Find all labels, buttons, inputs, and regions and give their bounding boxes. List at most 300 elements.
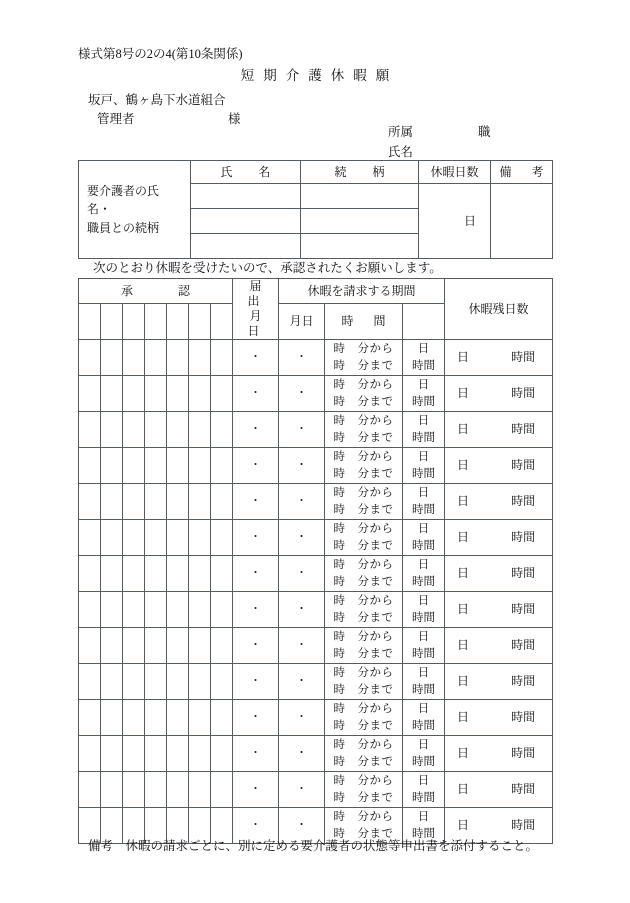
remaining-days: 日 xyxy=(457,637,470,652)
remaining-leave-wrapper xyxy=(445,565,565,582)
cell-approval-stamp[interactable] xyxy=(123,772,145,808)
table-row xyxy=(79,520,553,556)
cell-approval-stamp[interactable] xyxy=(79,520,101,556)
cell-approval-stamp[interactable] xyxy=(189,484,211,520)
column-header-period-date: 月日 xyxy=(279,304,325,340)
table-row xyxy=(79,340,553,376)
cell-period-total[interactable] xyxy=(403,340,445,376)
cell-submission-date[interactable]: ・ xyxy=(233,664,279,700)
cell-approval-stamp[interactable] xyxy=(123,520,145,556)
column-header-approval: 承 認 xyxy=(79,279,233,304)
cell-remaining-leave[interactable] xyxy=(445,736,553,772)
cell-approval-stamp[interactable] xyxy=(79,340,101,376)
cell-period-date[interactable]: ・ xyxy=(279,376,325,412)
remaining-days: 日 xyxy=(457,781,470,796)
period-time-from: 時 分から xyxy=(333,810,394,823)
period-time-to: 時 分まで xyxy=(333,575,394,588)
cell-approval-stamp[interactable] xyxy=(167,592,189,628)
cell-approval-stamp[interactable] xyxy=(211,628,233,664)
cell-approval-stamp[interactable] xyxy=(211,700,233,736)
period-total-hours: 時間 xyxy=(412,539,436,552)
remaining-hours: 時間 xyxy=(511,457,536,472)
column-header-leave-days: 休暇日数 xyxy=(419,161,491,184)
cell-approval-stamp[interactable] xyxy=(79,556,101,592)
cell-approval-stamp[interactable] xyxy=(79,484,101,520)
cell-approval-stamp[interactable] xyxy=(123,664,145,700)
remaining-leave-wrapper xyxy=(445,709,565,726)
column-header-remaining: 休暇残日数 xyxy=(445,279,553,340)
period-time-to: 時 分まで xyxy=(333,719,394,732)
cell-period-time[interactable] xyxy=(325,556,403,592)
column-header-submission-date xyxy=(233,279,282,340)
period-total-hours: 時間 xyxy=(412,647,436,660)
cell-approval-stamp[interactable] xyxy=(101,412,123,448)
cell-period-time[interactable] xyxy=(325,700,403,736)
cell-remaining-leave[interactable] xyxy=(445,484,553,520)
submission-date-line1: 届 出 xyxy=(247,279,282,308)
cell-approval-stamp[interactable] xyxy=(123,412,145,448)
period-total-days: 日 xyxy=(417,702,430,715)
period-total-days: 日 xyxy=(417,342,430,355)
period-time-to: 時 分まで xyxy=(333,827,394,840)
cell-approval-stamp[interactable] xyxy=(101,628,123,664)
cell-approval-stamp[interactable] xyxy=(123,376,145,412)
cell-period-total[interactable] xyxy=(403,484,445,520)
period-time-to: 時 分まで xyxy=(333,431,394,444)
cell-approval-stamp[interactable] xyxy=(189,340,211,376)
remaining-days: 日 xyxy=(457,709,470,724)
period-time-from: 時 分から xyxy=(333,666,394,679)
remaining-hours: 時間 xyxy=(511,637,536,652)
cell-approval-stamp[interactable] xyxy=(145,412,167,448)
period-time-from: 時 分から xyxy=(333,774,394,787)
cell-period-total[interactable] xyxy=(403,556,445,592)
cell-name-input[interactable] xyxy=(191,184,301,209)
remaining-days: 日 xyxy=(457,565,470,580)
cell-approval-stamp[interactable] xyxy=(211,448,233,484)
cell-approval-stamp[interactable] xyxy=(145,700,167,736)
remaining-leave-wrapper xyxy=(445,529,565,546)
cell-period-date[interactable]: ・ xyxy=(279,772,325,808)
table-row xyxy=(79,161,553,184)
cell-approval-stamp[interactable] xyxy=(145,484,167,520)
cell-submission-date[interactable]: ・ xyxy=(233,412,279,448)
cell-approval-stamp[interactable] xyxy=(167,628,189,664)
cell-period-total[interactable] xyxy=(403,736,445,772)
period-time-to: 時 分まで xyxy=(333,611,394,624)
table-row xyxy=(79,628,553,664)
cell-remaining-leave[interactable] xyxy=(445,412,553,448)
remaining-days: 日 xyxy=(457,745,470,760)
cell-period-date[interactable]: ・ xyxy=(279,664,325,700)
cell-approval-stamp[interactable] xyxy=(79,448,101,484)
period-total-days: 日 xyxy=(417,666,430,679)
applicant-name-label: 氏名 xyxy=(388,145,414,159)
cell-relationship-input[interactable] xyxy=(301,234,419,259)
remaining-days: 日 xyxy=(457,349,470,364)
cell-period-time[interactable] xyxy=(325,664,403,700)
period-total-hours: 時間 xyxy=(412,827,436,840)
approval-slot[interactable] xyxy=(189,304,211,340)
cell-approval-stamp[interactable] xyxy=(101,340,123,376)
cell-approval-stamp[interactable] xyxy=(189,520,211,556)
cell-approval-stamp[interactable] xyxy=(211,340,233,376)
cell-approval-stamp[interactable] xyxy=(123,700,145,736)
cell-approval-stamp[interactable] xyxy=(145,592,167,628)
cell-period-date[interactable]: ・ xyxy=(279,520,325,556)
cell-approval-stamp[interactable] xyxy=(189,448,211,484)
period-total-days: 日 xyxy=(417,558,430,571)
remaining-leave-wrapper xyxy=(445,673,565,690)
cell-submission-date[interactable]: ・ xyxy=(233,628,279,664)
cell-approval-stamp[interactable] xyxy=(167,520,189,556)
remaining-hours: 時間 xyxy=(511,601,536,616)
records-table-body xyxy=(79,340,553,844)
cell-submission-date[interactable]: ・ xyxy=(233,376,279,412)
cell-period-total[interactable] xyxy=(403,376,445,412)
cell-approval-stamp[interactable] xyxy=(79,628,101,664)
remaining-days: 日 xyxy=(457,529,470,544)
remaining-hours: 時間 xyxy=(511,529,536,544)
cell-period-date[interactable]: ・ xyxy=(279,700,325,736)
cell-approval-stamp[interactable] xyxy=(145,520,167,556)
addressee-role: 管理者 xyxy=(97,112,135,126)
remaining-hours: 時間 xyxy=(511,493,536,508)
remaining-leave-wrapper xyxy=(445,421,565,438)
period-total-days: 日 xyxy=(417,738,430,751)
remaining-hours: 時間 xyxy=(511,673,536,688)
period-total-hours: 時間 xyxy=(412,611,436,624)
cell-leave-days-input[interactable]: 日 xyxy=(419,184,491,259)
cell-approval-stamp[interactable] xyxy=(167,772,189,808)
cell-submission-date[interactable]: ・ xyxy=(233,592,279,628)
cell-approval-stamp[interactable] xyxy=(79,772,101,808)
cell-submission-date[interactable]: ・ xyxy=(233,736,279,772)
cell-period-date[interactable]: ・ xyxy=(279,340,325,376)
cell-approval-stamp[interactable] xyxy=(145,340,167,376)
cell-approval-stamp[interactable] xyxy=(167,340,189,376)
cell-approval-stamp[interactable] xyxy=(145,664,167,700)
remaining-hours: 時間 xyxy=(511,709,536,724)
period-time-to: 時 分まで xyxy=(333,395,394,408)
records-table xyxy=(78,278,553,844)
remaining-hours: 時間 xyxy=(511,745,536,760)
period-total-days: 日 xyxy=(417,450,430,463)
cell-approval-stamp[interactable] xyxy=(211,520,233,556)
cell-approval-stamp[interactable] xyxy=(101,448,123,484)
cell-approval-stamp[interactable] xyxy=(211,664,233,700)
cell-period-date[interactable]: ・ xyxy=(279,808,325,844)
table-row xyxy=(79,664,553,700)
cell-approval-stamp[interactable] xyxy=(189,628,211,664)
cell-approval-stamp[interactable] xyxy=(79,412,101,448)
caregiver-row-label-line2: 職員との続柄 xyxy=(87,220,160,235)
cell-remarks-input[interactable] xyxy=(491,184,553,259)
cell-remaining-leave[interactable] xyxy=(445,376,553,412)
cell-approval-stamp[interactable] xyxy=(79,700,101,736)
period-time-from: 時 分から xyxy=(333,702,394,715)
cell-approval-stamp[interactable] xyxy=(189,412,211,448)
remaining-leave-wrapper xyxy=(445,817,565,834)
cell-submission-date[interactable]: ・ xyxy=(233,772,279,808)
cell-approval-stamp[interactable] xyxy=(167,736,189,772)
period-time-to: 時 分まで xyxy=(333,647,394,660)
remaining-leave-wrapper xyxy=(445,349,565,366)
cell-approval-stamp[interactable] xyxy=(123,340,145,376)
period-total-hours: 時間 xyxy=(412,503,436,516)
cell-period-time[interactable] xyxy=(325,412,403,448)
cell-period-date[interactable]: ・ xyxy=(279,592,325,628)
cell-remaining-leave[interactable] xyxy=(445,664,553,700)
cell-submission-date[interactable]: ・ xyxy=(233,340,279,376)
period-total-hours: 時間 xyxy=(412,575,436,588)
cell-approval-stamp[interactable] xyxy=(189,736,211,772)
period-time-from: 時 分から xyxy=(333,558,394,571)
cell-approval-stamp[interactable] xyxy=(167,556,189,592)
remaining-days: 日 xyxy=(457,385,470,400)
applicant-affiliation-label: 所属 xyxy=(388,125,414,139)
cell-remaining-leave[interactable] xyxy=(445,772,553,808)
cell-name-input[interactable] xyxy=(191,209,301,234)
cell-period-date[interactable]: ・ xyxy=(279,412,325,448)
cell-approval-stamp[interactable] xyxy=(101,736,123,772)
caregiver-row-label xyxy=(79,161,191,259)
cell-approval-stamp[interactable] xyxy=(145,556,167,592)
request-sentence: 次のとおり休暇を受けたいので、承認されたくお願いします。 xyxy=(93,261,442,275)
cell-period-date[interactable]: ・ xyxy=(279,556,325,592)
cell-period-time[interactable] xyxy=(325,484,403,520)
table-row xyxy=(79,700,553,736)
table-row xyxy=(79,484,553,520)
cell-period-total[interactable] xyxy=(403,412,445,448)
caregiver-row-label-line1: 要介護者の氏名・ xyxy=(87,183,160,217)
cell-approval-stamp[interactable] xyxy=(167,664,189,700)
cell-approval-stamp[interactable] xyxy=(79,664,101,700)
period-time-from: 時 分から xyxy=(333,378,394,391)
records-table-head xyxy=(79,279,553,340)
period-time-to: 時 分まで xyxy=(333,359,394,372)
cell-approval-stamp[interactable] xyxy=(211,412,233,448)
cell-approval-stamp[interactable] xyxy=(123,628,145,664)
cell-approval-stamp[interactable] xyxy=(189,376,211,412)
caregiver-table xyxy=(78,160,553,259)
period-time-from: 時 分から xyxy=(333,414,394,427)
remaining-leave-wrapper xyxy=(445,637,565,654)
period-total-days: 日 xyxy=(417,486,430,499)
approval-slot[interactable] xyxy=(211,304,233,340)
cell-relationship-input[interactable] xyxy=(301,184,419,209)
remaining-hours: 時間 xyxy=(511,781,536,796)
column-header-period-time: 時 間 xyxy=(325,304,403,340)
period-time-to: 時 分まで xyxy=(333,539,394,552)
remaining-days: 日 xyxy=(457,673,470,688)
cell-period-total[interactable] xyxy=(403,592,445,628)
cell-approval-stamp[interactable] xyxy=(79,376,101,412)
period-total-hours: 時間 xyxy=(412,683,436,696)
remaining-leave-wrapper xyxy=(445,745,565,762)
cell-approval-stamp[interactable] xyxy=(101,376,123,412)
cell-approval-stamp[interactable] xyxy=(101,556,123,592)
cell-remaining-leave[interactable] xyxy=(445,448,553,484)
cell-period-time[interactable] xyxy=(325,772,403,808)
cell-period-total[interactable] xyxy=(403,700,445,736)
cell-period-total[interactable] xyxy=(403,772,445,808)
column-header-period-group: 休暇を請求する期間 xyxy=(279,279,445,304)
approval-slot[interactable] xyxy=(123,304,145,340)
cell-submission-date[interactable]: ・ xyxy=(233,700,279,736)
cell-remaining-leave[interactable] xyxy=(445,592,553,628)
approval-slot[interactable] xyxy=(101,304,123,340)
cell-approval-stamp[interactable] xyxy=(145,772,167,808)
period-time-from: 時 分から xyxy=(333,738,394,751)
period-total-hours: 時間 xyxy=(412,791,436,804)
cell-submission-date[interactable]: ・ xyxy=(233,808,279,844)
table-row xyxy=(79,448,553,484)
cell-period-date[interactable]: ・ xyxy=(279,628,325,664)
submission-date-line2: 月 日 xyxy=(247,309,282,338)
period-total-hours: 時間 xyxy=(412,719,436,732)
cell-approval-stamp[interactable] xyxy=(167,700,189,736)
table-row xyxy=(79,412,553,448)
cell-remaining-leave[interactable] xyxy=(445,520,553,556)
cell-period-time[interactable] xyxy=(325,628,403,664)
remaining-hours: 時間 xyxy=(511,349,536,364)
column-header-period-total xyxy=(403,304,445,340)
period-total-days: 日 xyxy=(417,378,430,391)
cell-approval-stamp[interactable] xyxy=(123,484,145,520)
period-time-from: 時 分から xyxy=(333,450,394,463)
remaining-leave-wrapper xyxy=(445,385,565,402)
period-total-days: 日 xyxy=(417,810,430,823)
table-row xyxy=(79,736,553,772)
cell-period-total[interactable] xyxy=(403,664,445,700)
approval-slot[interactable] xyxy=(79,304,101,340)
cell-approval-stamp[interactable] xyxy=(101,700,123,736)
cell-approval-stamp[interactable] xyxy=(123,448,145,484)
remaining-days: 日 xyxy=(457,601,470,616)
cell-approval-stamp[interactable] xyxy=(101,520,123,556)
cell-submission-date[interactable]: ・ xyxy=(233,484,279,520)
period-total-days: 日 xyxy=(417,522,430,535)
cell-approval-stamp[interactable] xyxy=(189,772,211,808)
period-time-from: 時 分から xyxy=(333,486,394,499)
cell-name-input[interactable] xyxy=(191,234,301,259)
caregiver-table-body xyxy=(79,161,553,259)
cell-approval-stamp[interactable] xyxy=(145,628,167,664)
approval-slot[interactable] xyxy=(145,304,167,340)
period-total-days: 日 xyxy=(417,774,430,787)
cell-period-total[interactable] xyxy=(403,520,445,556)
period-time-to: 時 分まで xyxy=(333,791,394,804)
cell-period-time[interactable] xyxy=(325,340,403,376)
column-header-name: 氏 名 xyxy=(191,161,301,184)
cell-submission-date[interactable]: ・ xyxy=(233,520,279,556)
period-time-to: 時 分まで xyxy=(333,503,394,516)
cell-approval-stamp[interactable] xyxy=(211,376,233,412)
period-time-from: 時 分から xyxy=(333,594,394,607)
cell-approval-stamp[interactable] xyxy=(189,664,211,700)
cell-approval-stamp[interactable] xyxy=(167,448,189,484)
remaining-days: 日 xyxy=(457,421,470,436)
cell-period-time[interactable] xyxy=(325,448,403,484)
cell-approval-stamp[interactable] xyxy=(101,484,123,520)
period-time-to: 時 分まで xyxy=(333,755,394,768)
cell-approval-stamp[interactable] xyxy=(167,376,189,412)
cell-approval-stamp[interactable] xyxy=(101,772,123,808)
cell-approval-stamp[interactable] xyxy=(189,556,211,592)
cell-period-date[interactable]: ・ xyxy=(279,448,325,484)
cell-approval-stamp[interactable] xyxy=(189,592,211,628)
remaining-days: 日 xyxy=(457,457,470,472)
table-row xyxy=(79,772,553,808)
cell-period-time[interactable] xyxy=(325,592,403,628)
cell-period-date[interactable]: ・ xyxy=(279,484,325,520)
cell-approval-stamp[interactable] xyxy=(189,700,211,736)
table-header-row xyxy=(79,279,553,304)
remaining-days: 日 xyxy=(457,817,470,832)
period-time-from: 時 分から xyxy=(333,630,394,643)
cell-submission-date[interactable]: ・ xyxy=(233,556,279,592)
period-total-days: 日 xyxy=(417,414,430,427)
remaining-hours: 時間 xyxy=(511,385,536,400)
cell-approval-stamp[interactable] xyxy=(101,664,123,700)
cell-approval-stamp[interactable] xyxy=(145,376,167,412)
cell-remaining-leave[interactable] xyxy=(445,700,553,736)
cell-period-time[interactable] xyxy=(325,520,403,556)
table-row xyxy=(79,376,553,412)
period-total-days: 日 xyxy=(417,630,430,643)
cell-approval-stamp[interactable] xyxy=(211,484,233,520)
cell-period-time[interactable] xyxy=(325,376,403,412)
cell-approval-stamp[interactable] xyxy=(211,736,233,772)
cell-remaining-leave[interactable] xyxy=(445,556,553,592)
cell-relationship-input[interactable] xyxy=(301,209,419,234)
remaining-leave-wrapper xyxy=(445,457,565,474)
cell-remaining-leave[interactable] xyxy=(445,340,553,376)
cell-approval-stamp[interactable] xyxy=(145,448,167,484)
remaining-hours: 時間 xyxy=(511,817,536,832)
table-row xyxy=(79,556,553,592)
cell-approval-stamp[interactable] xyxy=(145,736,167,772)
period-time-to: 時 分まで xyxy=(333,683,394,696)
cell-approval-stamp[interactable] xyxy=(79,592,101,628)
cell-approval-stamp[interactable] xyxy=(211,592,233,628)
cell-period-total[interactable] xyxy=(403,628,445,664)
addressee-organization: 坂戸、鶴ヶ島下水道組合 xyxy=(88,93,226,107)
table-row xyxy=(79,592,553,628)
page-title: 短期介護休暇願 xyxy=(240,68,399,83)
cell-approval-stamp[interactable] xyxy=(167,412,189,448)
approval-slot[interactable] xyxy=(167,304,189,340)
cell-period-date[interactable]: ・ xyxy=(279,736,325,772)
cell-approval-stamp[interactable] xyxy=(123,556,145,592)
cell-approval-stamp[interactable] xyxy=(101,592,123,628)
period-total-hours: 時間 xyxy=(412,395,436,408)
cell-approval-stamp[interactable] xyxy=(211,556,233,592)
cell-approval-stamp[interactable] xyxy=(79,736,101,772)
cell-remaining-leave[interactable] xyxy=(445,628,553,664)
cell-period-total[interactable] xyxy=(403,448,445,484)
cell-approval-stamp[interactable] xyxy=(167,484,189,520)
cell-approval-stamp[interactable] xyxy=(123,736,145,772)
cell-approval-stamp[interactable] xyxy=(123,592,145,628)
cell-approval-stamp[interactable] xyxy=(211,772,233,808)
column-header-remarks: 備 考 xyxy=(491,161,553,184)
cell-submission-date[interactable]: ・ xyxy=(233,448,279,484)
period-total-days: 日 xyxy=(417,594,430,607)
period-total-hours: 時間 xyxy=(412,431,436,444)
cell-period-time[interactable] xyxy=(325,736,403,772)
